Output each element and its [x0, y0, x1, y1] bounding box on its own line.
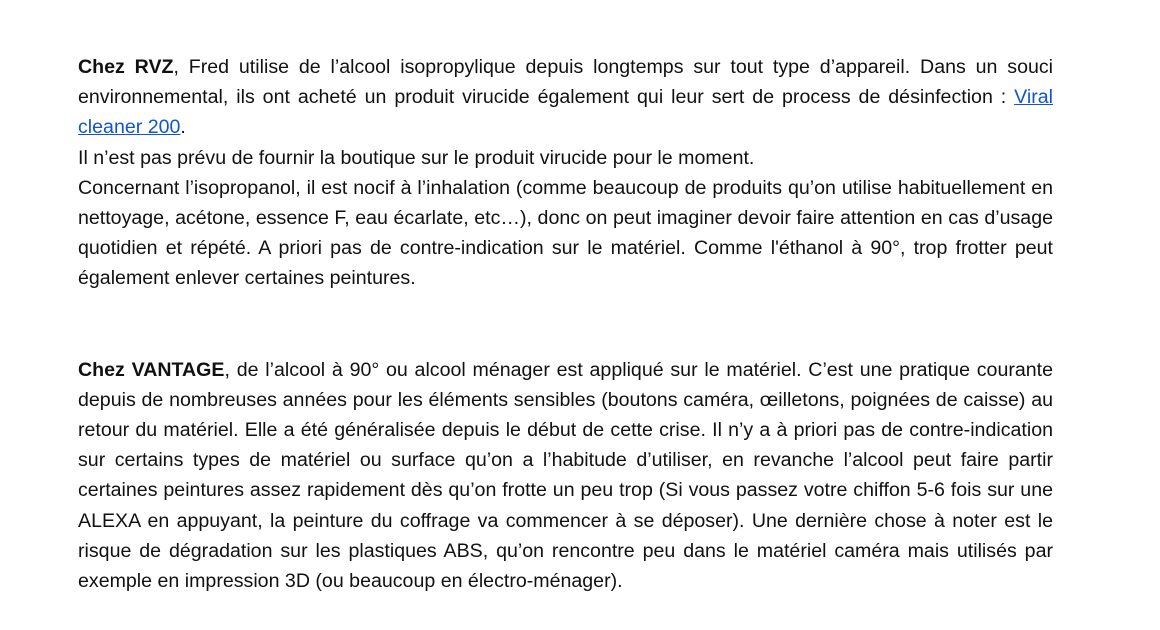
rvz-paragraph-1 — [78, 52, 1053, 143]
vantage-p1-text: , de l’alcool à 90° ou alcool ménager est appliqué sur le matériel. C’est une pratique courante depuis de nombreuses années pour les éléments sensibles (boutons caméra, œilletons, poignées de caisse) au retour du matériel. Elle a été généralisée depuis le début de cette crise. Il n’y a à priori pas de contre-indication sur certains types de matériel ou surface qu’on a l’habitude d’utiliser, en revanche l’alcool peut faire partir certaines peintures assez rapidement dès qu’on frotte un peu trop (Si vous passez votre chiffon 5-6 fois sur une ALEXA en appuyant, la peinture du coffrage va commencer à se déposer). Une dernière chose à noter est le risque de dégradation sur les plastiques ABS, qu’on rencontre peu dans le matériel caméra mais utilisés par exemple en impression 3D (ou beaucoup en électro-ménager). — [78, 358, 1053, 593]
rvz-paragraph-3: Concernant l’isopropanol, il est nocif à l’inhalation (comme beaucoup de produits qu’on utilise habituellement en nettoyage, acétone, essence F, eau écarlate, etc…), donc on peut imaginer devoir faire attention en cas d’usage quotidien et répété. A priori pas de contre-indication sur le matériel. Comme l'éthanol à 90°, trop frotter peut également enlever certaines peintures. — [78, 176, 1053, 290]
document-page — [78, 52, 1053, 596]
vantage-lead: Chez VANTAGE — [78, 358, 225, 381]
section-vantage — [78, 355, 1053, 597]
viral-cleaner-link[interactable]: Viral cleaner 200 — [78, 86, 1053, 139]
rvz-lead: Chez RVZ — [78, 56, 174, 78]
rvz-p1-text: , Fred utilise de l’alcool isopropylique depuis longtemps sur tout type d’appareil. Dans un souci environnemental, ils ont acheté un produit virucide également qui leur sert de process de désinfection : — [78, 56, 1054, 109]
rvz-paragraph-2: Il n’est pas prévu de fournir la boutique sur le produit virucide pour le moment. — [78, 146, 755, 169]
vantage-paragraph-1 — [78, 355, 1053, 597]
section-rvz — [78, 52, 1053, 294]
rvz-p1-end: . — [180, 116, 186, 139]
